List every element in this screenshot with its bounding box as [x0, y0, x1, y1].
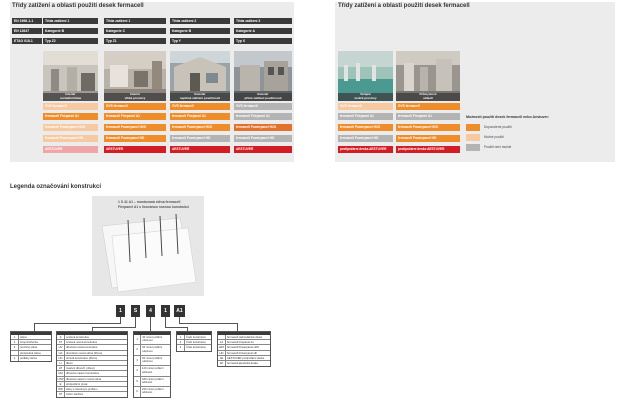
interior-normal-photo [43, 51, 98, 101]
col2-header-type: Typ Z1 [104, 38, 166, 44]
connector [165, 317, 166, 327]
table-row: 4 podlahy stěna [11, 356, 51, 361]
bar-gvs: GVS fermacell [104, 103, 166, 110]
connector [237, 323, 238, 331]
table-row: 2 stropní/střecha [11, 340, 51, 345]
bar-firepanel: fermacell Firepanel A1 [234, 113, 292, 120]
industrial-photo [396, 51, 460, 101]
bar-h2o: fermacell Powerpanel H2O [170, 124, 230, 131]
col2-header-category: Kategorie C [104, 28, 166, 34]
col4-caption-2: přímé zatížení povětrností [244, 95, 282, 100]
table-row: přestavěná stěna [11, 351, 51, 356]
section1-title: Třídy zatížení a oblasti použití desek fermacell [12, 3, 144, 9]
table-row: S ocelová konstrukce [57, 335, 127, 340]
table-row: fermacell sádrovláknitá deska [218, 335, 270, 340]
table-row: A1 fermacell Firepanel A1 [218, 340, 270, 345]
bar-firepanel: fermacell Firepanel A1 [104, 113, 166, 120]
bar-h2o: fermacell Powerpanel H2O [338, 124, 393, 131]
legend-recommended: Doporučené použití [484, 125, 512, 129]
bar-aestuver: AESTUVER [170, 146, 230, 153]
bar-gvs: GVS fermacell [338, 103, 393, 110]
table-row: HA obvodové nosná stěna (dřevo) [57, 351, 127, 356]
table-row: AE AESTUVER protipožární deska [218, 356, 270, 361]
col1-header-class: Třída zatížení 1 [43, 18, 98, 24]
image-caption-1: 1 S 41 A1 – montovaná stěna fermacell [118, 200, 181, 204]
bar-aestuver: AESTUVER [43, 146, 98, 153]
s2-col1-caption-2: mokré prostory [354, 95, 377, 100]
norm-label: ETAG 018-1 [12, 38, 42, 44]
s2-col1-caption-1: Veřejné [360, 92, 371, 96]
table-row: E protipožární prvek [57, 382, 127, 387]
bar-aestuver: protipožární deska AESTUVER [396, 146, 460, 153]
col3-header-class: Třída zatížení 2 [170, 18, 230, 24]
public-wet-photo [338, 51, 393, 101]
legend-swatch-not-possible [466, 144, 480, 151]
bar-h2o: fermacell Powerpanel H2O [104, 124, 166, 131]
exterior-indirect-photo [170, 51, 230, 101]
table-row: AP fermacell akustická deska [219, 361, 258, 365]
bar-h2o: fermacell Powerpanel H2O [396, 124, 460, 131]
legend-possible: Možné použití [484, 135, 504, 139]
col2-caption-2: vlhké prostory [124, 95, 146, 100]
table-row: H2O fermacell Powerpanel H2O [218, 345, 270, 350]
table-row: 2 60 minut požární odolnost [134, 345, 170, 355]
code-box-function: 1 [116, 305, 125, 317]
col4-header-category: Kategorie A [234, 28, 292, 34]
bar-aestuver: AESTUVER [104, 146, 166, 153]
exterior-direct-photo [234, 51, 292, 101]
table-row: 3 90 minut požární odolnost [134, 356, 170, 366]
interior-wet-photo [104, 51, 166, 101]
table-row: H dřevo [57, 361, 127, 366]
col4-caption-1: Exteriér [257, 92, 269, 96]
connector [135, 317, 136, 327]
table-row: 2 Číslo konstrukce [177, 340, 211, 345]
code-box-board: A1 [174, 305, 185, 317]
table-row: HM dřevěná masivní konstrukce [57, 371, 127, 376]
col4-header-class: Třída zatížení 3 [234, 18, 292, 24]
table-row: 1 30 minut požární odolnost [134, 335, 170, 345]
bar-firepanel: fermacell Firepanel A1 [338, 113, 393, 120]
table-row: 3 (sochra) stěna [11, 345, 51, 350]
col1-header-category: Kategorie B [43, 28, 98, 34]
bar-h2o: fermacell Powerpanel H2O [43, 124, 98, 131]
col2-caption-1: Interiér [129, 92, 141, 96]
code-box-fire: 4 [146, 305, 155, 317]
norm-label: EN 1996-1-1 [12, 18, 42, 24]
table-row: TP trubní šachtice [58, 393, 84, 397]
bar-gvs: GVS fermacell [170, 103, 230, 110]
bar-hd: fermacell Powerpanel HD [396, 135, 460, 142]
section2-title: Třídy zatížení a oblasti použití desek fermacell [338, 3, 470, 9]
connector [179, 323, 237, 324]
bar-firepanel: fermacell Firepanel A1 [43, 113, 98, 120]
table-row: HT masivní dřevo/tl. (dřevo) [57, 366, 127, 371]
connector [165, 327, 187, 328]
board-type-table [217, 331, 271, 367]
legend-swatch-possible [466, 134, 480, 141]
bar-hd: fermacell Powerpanel HD [234, 135, 292, 142]
connector [150, 317, 151, 331]
s2-col2-caption-1: Průmyslové [419, 92, 437, 96]
bar-gvs: GVS fermacell [234, 103, 292, 110]
function-table [10, 331, 52, 362]
bar-aestuver: protipožární deska AESTUVER [338, 146, 393, 153]
table-row: 6 240 minut požární odolnost [134, 387, 170, 397]
table-row: 4 120 minut požární odolnost [134, 366, 170, 376]
bar-hd: fermacell Powerpanel HD [43, 135, 98, 142]
section3-title: Legenda označování konstrukcí [10, 184, 102, 190]
bar-hd: fermacell Powerpanel HD [338, 135, 393, 142]
bar-h2o: fermacell Powerpanel H2O [234, 124, 292, 131]
table-row: HO ohnutá konstrukce (dřevo) [57, 356, 127, 361]
s2-col2-caption-2: oblasti [423, 95, 433, 100]
table-row: WD stěny s lisovaným profilem [57, 387, 127, 392]
table-row: HV dřevěná nosná konstrukce [57, 345, 127, 350]
col2-header-class: Třída zatížení 1 [104, 18, 166, 24]
table-row: 5 180 minut požární odolnost [134, 377, 170, 387]
connector [92, 327, 136, 328]
col3-caption-2: nepřímé zatížení povětrností [179, 95, 221, 100]
usage-legend-title: Možnosti použití desek fermacell nebo Aestuver: [466, 115, 550, 119]
bar-aestuver: AESTUVER [234, 146, 292, 153]
col3-header-category: Kategorie B [170, 28, 230, 34]
fire-resistance-table [133, 331, 171, 398]
wall-construction-image [92, 196, 204, 296]
col1-header-type: Typ Z2 [43, 38, 98, 44]
col3-header-type: Typ Y [170, 38, 230, 44]
table-row: 1 stěna [11, 335, 51, 340]
code-box-construction: S [131, 305, 140, 317]
legend-swatch-recommended [466, 124, 480, 131]
construction-table [56, 331, 128, 398]
bar-hd: fermacell Powerpanel HD [170, 135, 230, 142]
table-row: 1 Číslo konstrukce [177, 335, 211, 340]
bar-gvs: GVS fermacell [43, 103, 98, 110]
col4-header-type: Typ X [234, 38, 292, 44]
construction-number-table [176, 331, 212, 352]
bar-gvs: GVS fermacell [396, 103, 460, 110]
table-row: ST ocelová nosná konstrukce [57, 340, 127, 345]
table-row: HD fermacell Powerpanel HD [218, 351, 270, 356]
col1-caption-2: normální klima [59, 95, 82, 100]
table-row: 3 Číslo konstrukce [177, 345, 211, 350]
image-caption-2: Firepanel A1 s lisovanou nosnou konstrukcí [118, 205, 190, 209]
bar-hd: fermacell Powerpanel HD [104, 135, 166, 142]
connector [34, 323, 121, 324]
col3-caption-1: Exteriér [194, 92, 206, 96]
bar-firepanel: fermacell Firepanel A1 [396, 113, 460, 120]
legend-not-possible: Použití není možné [484, 145, 512, 149]
col1-caption-1: Interiér [65, 92, 76, 96]
norm-label: EN 12647 [12, 28, 42, 34]
code-box-number: 1 [161, 305, 170, 317]
bar-firepanel: fermacell Firepanel A1 [170, 113, 230, 120]
connector [34, 323, 35, 331]
table-row: HTW dřevěná masivní nosná stěna [57, 377, 127, 382]
